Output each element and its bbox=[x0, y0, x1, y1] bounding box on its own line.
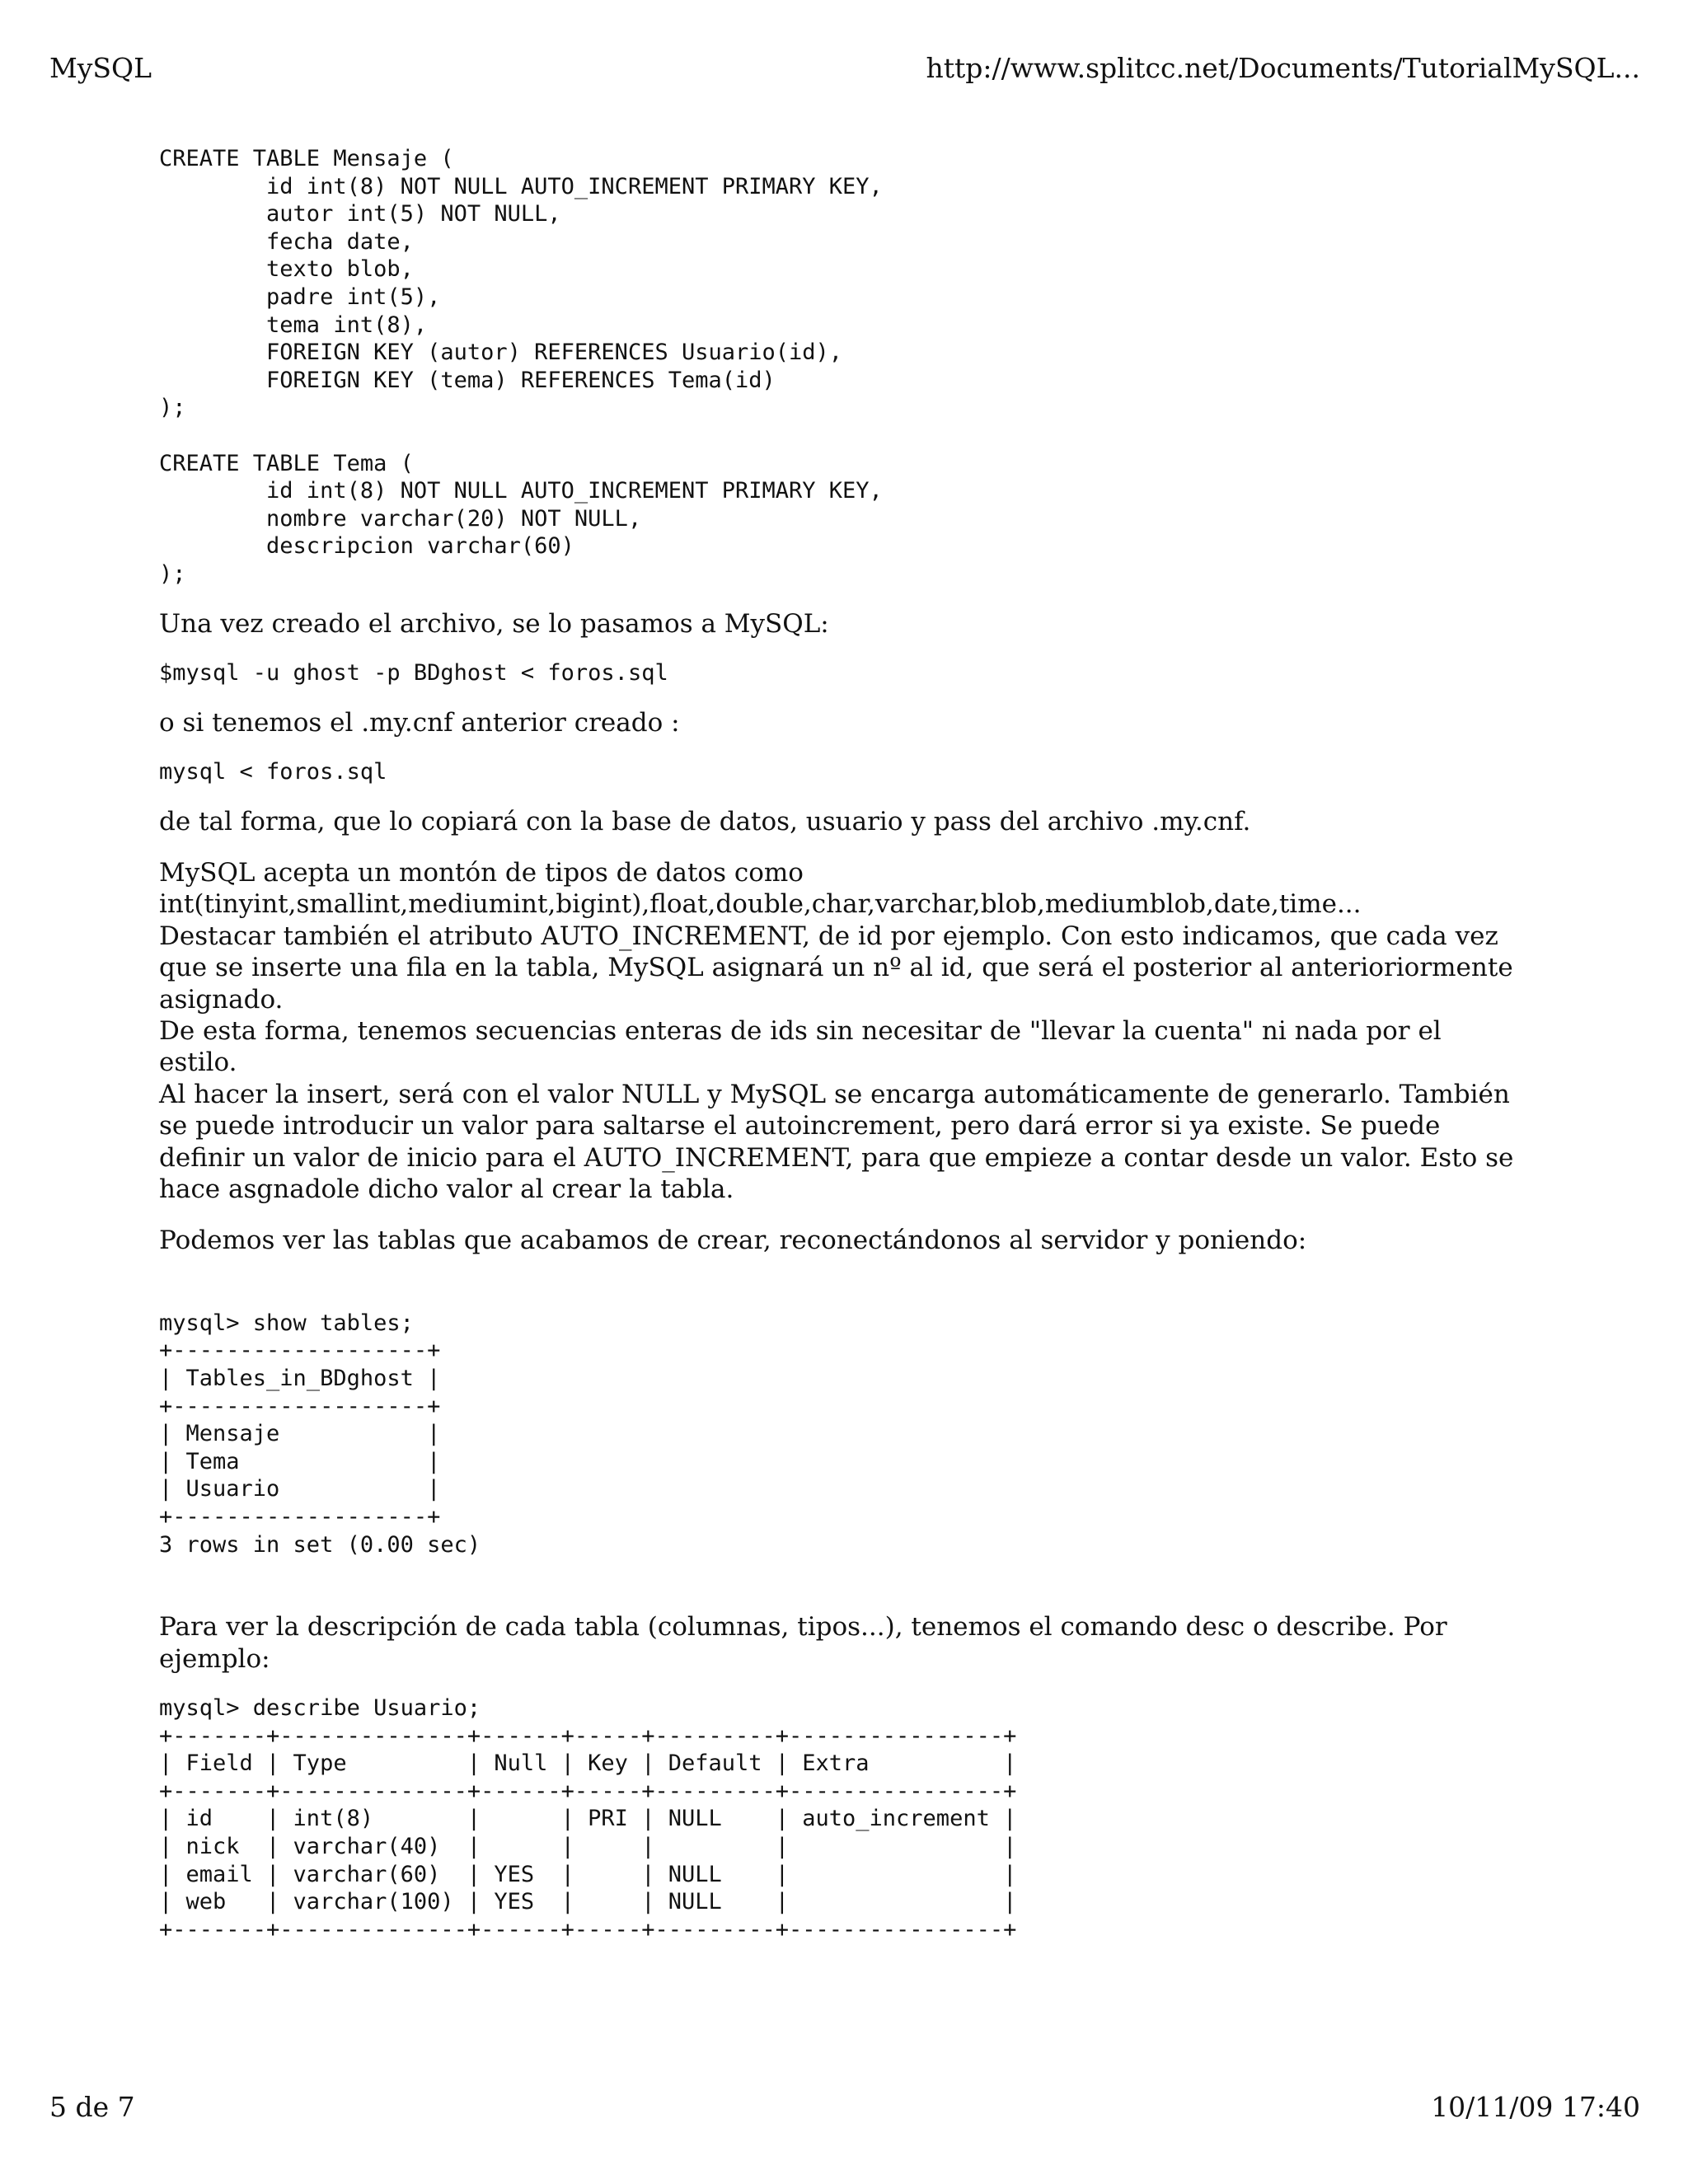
paragraph-line: ejemplo: bbox=[159, 1643, 270, 1674]
code-mysql-short: mysql < foros.sql bbox=[159, 758, 387, 785]
paragraph-line: se puede introducir un valor para saltarse el autoincrement, pero dará error si ya existe. Se puede bbox=[159, 1111, 1441, 1141]
page-header-title: MySQL bbox=[49, 52, 152, 84]
paragraph-copy: de tal forma, que lo copiará con la base de datos, usuario y pass del archivo .my.cnf. bbox=[159, 806, 1251, 837]
code-describe-usuario: mysql> describe Usuario; +-------+--------------+------+-----+---------+----------------+ | Field | Type | Null | Key | Default | Extra | +-------+--------------+------+-----+---------+----------------+ | id | int(8) | | PRI | NULL | auto_increment | | nick | varchar(40) | | | | | | email | varchar(60) | YES | | NULL | | | web | varchar(100) | YES | | NULL | | +-------+--------------+------+-----+---------+----------------+ bbox=[159, 1694, 1017, 1943]
page-footer-datetime: 10/11/09 17:40 bbox=[1431, 2091, 1640, 2123]
paragraph-line: int(tinyint,smallint,mediumint,bigint),float,double,char,varchar,blob,mediumblob,date,time... bbox=[159, 889, 1362, 920]
code-mysql-command: $mysql -u ghost -p BDghost < foros.sql bbox=[159, 659, 668, 686]
paragraph-line: Al hacer la insert, será con el valor NULL y MySQL se encarga automáticamente de generarlo. También bbox=[159, 1079, 1510, 1109]
paragraph-line: hace asgnadole dicho valor al crear la tabla. bbox=[159, 1174, 734, 1204]
page-header-url: http://www.splitcc.net/Documents/TutorialMySQL... bbox=[926, 52, 1640, 84]
code-create-tables: CREATE TABLE Mensaje ( id int(8) NOT NULL AUTO_INCREMENT PRIMARY KEY, autor int(5) NOT NULL, fecha date, texto blob, padre int(5), tema int(8), FOREIGN KEY (autor) REFERENCES Usuario(id), FOREIGN KEY (tema) REFERENCES Tema(id) ); CREATE TABLE Tema ( id int(8) NOT NULL AUTO_INCREMENT PRIMARY KEY, nombre varchar(20) NOT NULL, descripcion varchar(60) ); bbox=[159, 146, 883, 587]
page-footer-number: 5 de 7 bbox=[49, 2091, 135, 2123]
paragraph-data-types bbox=[159, 857, 1527, 1205]
paragraph-line: MySQL acepta un montón de tipos de datos como bbox=[159, 857, 804, 888]
paragraph-line: De esta forma, tenemos secuencias enteras de ids sin necesitar de "llevar la cuenta" ni nada por el estilo. bbox=[159, 1015, 1442, 1078]
paragraph-line: Destacar también el atributo AUTO_INCREMENT, de id por ejemplo. Con esto indicamos, que cada vez bbox=[159, 921, 1498, 951]
paragraph-describe bbox=[159, 1611, 1527, 1675]
paragraph-pass-file: Una vez creado el archivo, se lo pasamos a MySQL: bbox=[159, 608, 829, 639]
paragraph-line: definir un valor de inicio para el AUTO_INCREMENT, para que empieze a contar desde un valor. Esto se bbox=[159, 1142, 1514, 1173]
paragraph-show-tables: Podemos ver las tablas que acabamos de crear, reconectándonos al servidor y poniendo: bbox=[159, 1226, 1307, 1256]
code-show-tables: mysql> show tables; +-------------------+ | Tables_in_BDghost | +-------------------+ | Mensaje | | Tema | | Usuario | +-------------------+ 3 rows in set (0.00 sec) bbox=[159, 1310, 481, 1558]
paragraph-mycnf: o si tenemos el .my.cnf anterior creado : bbox=[159, 707, 680, 738]
paragraph-line: Para ver la descripción de cada tabla (columnas, tipos...), tenemos el comando desc o describe. Por bbox=[159, 1612, 1447, 1643]
paragraph-line: que se inserte una fila en la tabla, MySQL asignará un nº al id, que será el posterior al anterioriormente bbox=[159, 953, 1513, 983]
paragraph-line: asignado. bbox=[159, 984, 284, 1015]
document-body bbox=[159, 145, 1527, 1943]
